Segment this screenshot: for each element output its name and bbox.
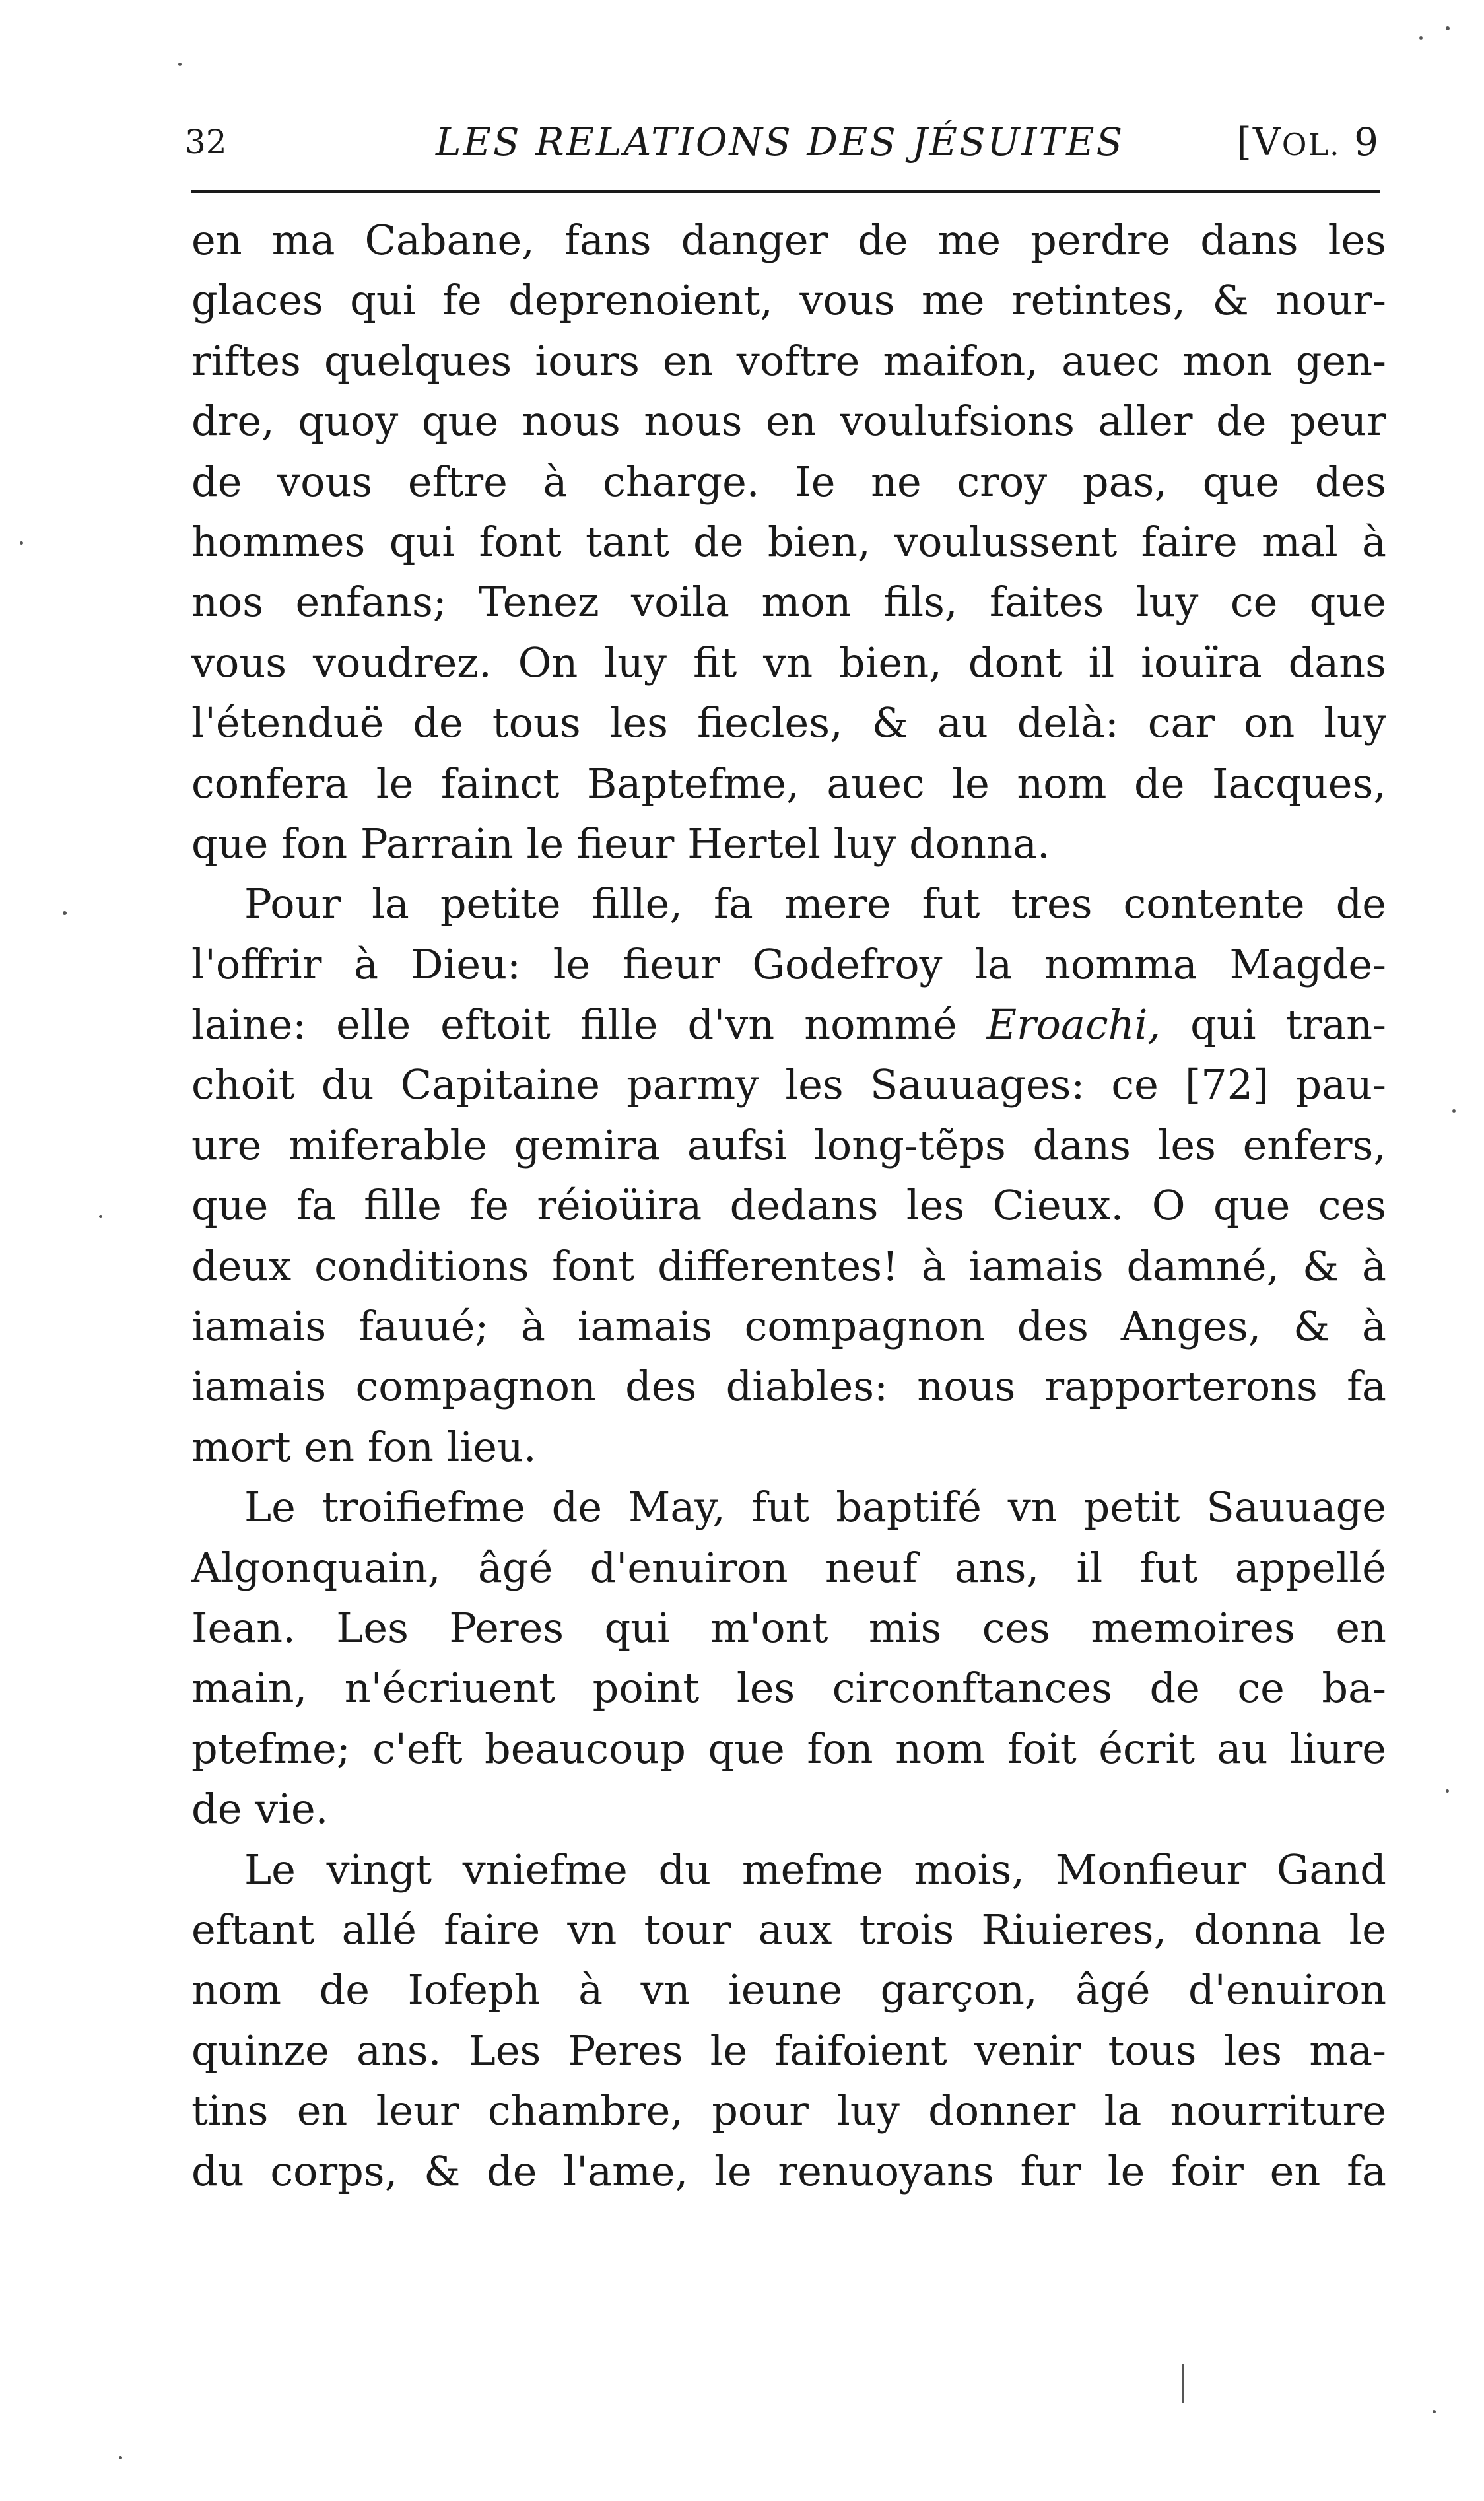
text-line: deux conditions font differentes! à iamais damné, & à bbox=[191, 1241, 1386, 1290]
text-line: de vous eftre à charge. Ie ne croy pas, que des bbox=[191, 457, 1386, 506]
text-line: Algonquain, âgé d'enuiron neuf ans, il fut appellé bbox=[191, 1543, 1386, 1592]
body-text bbox=[191, 210, 1386, 2201]
text-line: Iean. Les Peres qui m'ont mis ces memoires en bbox=[191, 1603, 1386, 1652]
scan-speck bbox=[1182, 2364, 1184, 2403]
volume-prefix: [V bbox=[1236, 120, 1282, 164]
volume-label bbox=[1236, 119, 1380, 168]
scan-speck bbox=[63, 911, 67, 915]
text-line: quinze ans. Les Peres le faifoient venir tous les ma- bbox=[191, 2026, 1386, 2074]
italic-name: Eroachi, bbox=[986, 1000, 1161, 1049]
text-segment: qui tran- bbox=[1161, 1000, 1386, 1049]
text-line: vous voudrez. On luy fit vn bien, dont il iouïra dans bbox=[191, 638, 1386, 687]
text-line: nom de Iofeph à vn ieune garçon, âgé d'enuiron bbox=[191, 1966, 1386, 2014]
text-line: riftes quelques iours en voftre maifon, auec mon gen- bbox=[191, 336, 1386, 385]
text-line: iamais compagnon des diables: nous rapporterons fa bbox=[191, 1362, 1386, 1411]
text-line: que fa fille fe réioüira dedans les Cieux. O que ces bbox=[191, 1181, 1386, 1230]
scan-speck bbox=[99, 1215, 102, 1218]
volume-abbrev: OL. bbox=[1281, 127, 1341, 162]
text-line: dre, quoy que nous nous en voulufsions aller de peur bbox=[191, 397, 1386, 446]
text-line: de vie. bbox=[191, 1785, 329, 1833]
text-line: en ma Cabane, fans danger de me perdre dans les bbox=[191, 216, 1386, 264]
text-line: main, n'écriuent point les circonftances de ce ba- bbox=[191, 1664, 1386, 1713]
running-header bbox=[185, 119, 1380, 178]
scan-speck bbox=[20, 541, 23, 545]
running-title: LES RELATIONS DES JÉSUITES bbox=[436, 120, 1125, 164]
text-line: eftant allé faire vn tour aux trois Riuieres, donna le bbox=[191, 1905, 1386, 1954]
scan-speck bbox=[1446, 26, 1450, 30]
scan-speck bbox=[1452, 1109, 1456, 1113]
scan-speck bbox=[1433, 2410, 1436, 2413]
text-line: ure miferable gemira aufsi long-tẽps dans les enfers, bbox=[191, 1120, 1386, 1169]
text-segment: laine: elle eftoit fille d'vn nommé bbox=[191, 1000, 987, 1049]
text-line: mort en fon lieu. bbox=[191, 1422, 537, 1471]
text-line: ptefme; c'eft beaucoup que fon nom foit écrit au liure bbox=[191, 1724, 1386, 1773]
text-line: Le troifiefme de May, fut baptifé vn petit Sauuage bbox=[244, 1483, 1386, 1532]
volume-number: 9 bbox=[1354, 120, 1380, 164]
scan-speck bbox=[178, 63, 182, 66]
scan-speck bbox=[1446, 1789, 1449, 1793]
text-line: confera le fainct Baptefme, auec le nom de Iacques, bbox=[191, 759, 1386, 807]
text-line: du corps, & de l'ame, le renuoyans fur le foir en fa bbox=[191, 2146, 1386, 2195]
text-line: nos enfans; Tenez voila mon fils, faites luy ce que bbox=[191, 578, 1386, 627]
header-rule bbox=[191, 190, 1380, 193]
text-line: l'étenduë de tous les fiecles, & au delà: car on luy bbox=[191, 699, 1386, 747]
text-line: tins en leur chambre, pour luy donner la nourriture bbox=[191, 2086, 1386, 2135]
text-line: Le vingt vniefme du mefme mois, Monfieur Gand bbox=[244, 1845, 1386, 1894]
text-line: choit du Capitaine parmy les Sauuages: ce [72] pau- bbox=[191, 1060, 1386, 1109]
text-line: glaces qui fe deprenoient, vous me retintes, & nour- bbox=[191, 276, 1386, 325]
text-line bbox=[191, 994, 1386, 1054]
text-line: l'offrir à Dieu: le fieur Godefroy la nomma Magde- bbox=[191, 940, 1386, 988]
scan-speck bbox=[1419, 36, 1423, 40]
text-line: Pour la petite fille, fa mere fut tres contente de bbox=[244, 879, 1386, 928]
text-line: que fon Parrain le fieur Hertel luy donna. bbox=[191, 819, 1050, 868]
scan-speck bbox=[119, 2456, 122, 2459]
text-line: hommes qui font tant de bien, voulussent faire mal à bbox=[191, 517, 1386, 566]
page-number: 32 bbox=[185, 123, 227, 161]
text-line: iamais fauué; à iamais compagnon des Anges, & à bbox=[191, 1302, 1386, 1351]
